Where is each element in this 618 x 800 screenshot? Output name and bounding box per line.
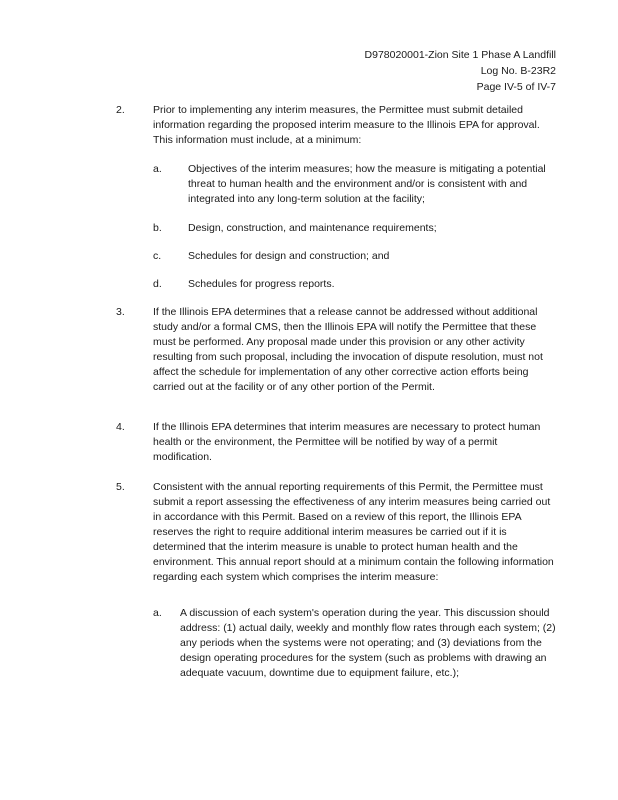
sub-item-text: Design, construction, and maintenance requirements; [188,222,437,234]
item-text: Prior to implementing any interim measures, the Permittee must submit detailed information regarding the proposed interim measure to the Illinois EPA for approval. This information must include, at a minimum: [153,104,540,146]
sub-item-text: A discussion of each system's operation during the year. This discussion should address: (1) actual daily, weekly and monthly flow rates through each system; (2) any periods when the systems were not operating; and (3) deviations from the design operating procedures for the system (such as problems with drawing an adequate vacuum, downtime due to equipment failure, etc.); [180,607,556,679]
item-number: 3. [116,306,125,318]
header-page-number: Page IV-5 of IV-7 [476,81,556,93]
item-text: If the Illinois EPA determines that interim measures are necessary to protect human health or the environment, the Permittee will be notified by way of a permit modification. [153,421,541,463]
item-text: If the Illinois EPA determines that a release cannot be addressed without additional study and/or a formal CMS, then the Illinois EPA will notify the Permittee that these must be performed. Any proposal made under this provision or any other activity resulting from such proposal, including the invocation of dispute resolution, must not affect the schedule for implementation of any other corrective action efforts being carried out at the facility or of any other portion of the Permit. [153,306,543,393]
item-number: 2. [116,104,125,116]
sub-item-text: Objectives of the interim measures; how the measure is mitigating a potential threat to human health and the environment and/or is consistent with and integrated into any long-term solution at the facility; [188,163,546,205]
sub-item-text: Schedules for progress reports. [188,278,335,290]
header-site-id: D978020001-Zion Site 1 Phase A Landfill [364,49,556,61]
sub-item-letter: a. [153,607,162,619]
item-number: 4. [116,421,125,433]
sub-item-letter: d. [153,278,162,290]
item-number: 5. [116,481,125,493]
sub-item-letter: a. [153,163,162,175]
header-log-number: Log No. B-23R2 [480,65,556,77]
page-header [365,47,556,95]
sub-item-letter: b. [153,222,162,234]
sub-item-text: Schedules for design and construction; and [188,250,390,262]
item-text: Consistent with the annual reporting requirements of this Permit, the Permittee must submit a report assessing the effectiveness of any interim measures being carried out in accordance with this Permit. Based on a review of this report, the Illinois EPA reserves the right to require additional interim measures be carried out if it is determined that the interim measure is unable to protect human health and the environment. This annual report should at a minimum contain the following information regarding each system which comprises the interim measure: [153,481,554,583]
sub-item-letter: c. [153,250,162,262]
